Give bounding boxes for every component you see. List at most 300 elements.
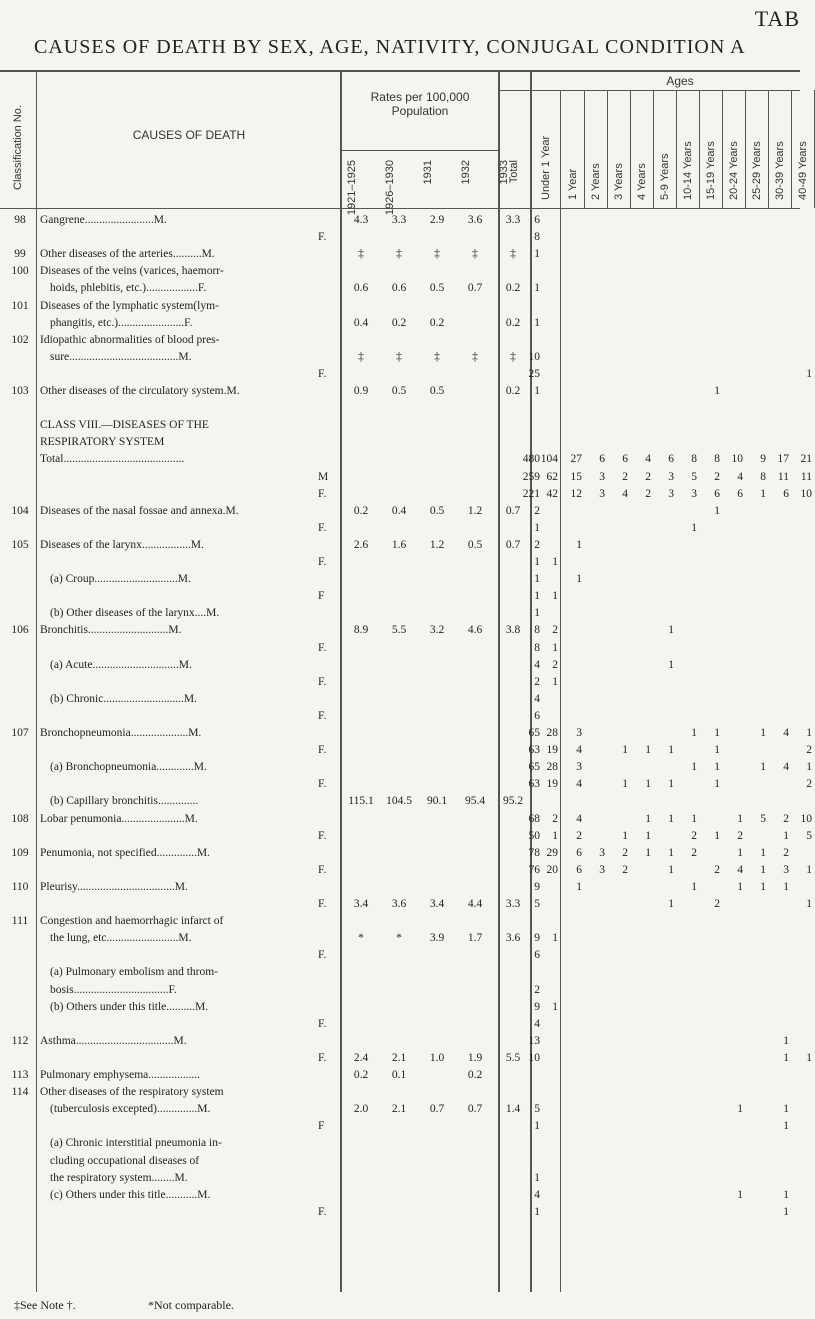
rate-value: ‡ [510, 350, 516, 363]
cause-label: (a) Bronchopneumonia.............M. [50, 761, 207, 774]
classification-number: 104 [11, 504, 29, 517]
table-row [0, 862, 812, 878]
age-count: 29 [546, 846, 558, 859]
total-value: 63 [528, 744, 540, 757]
total-value: 1 [534, 573, 540, 586]
age-count: 1 [552, 556, 558, 568]
table-row [0, 571, 800, 587]
cause-label: F. [318, 675, 327, 688]
table-number: TAB [754, 6, 800, 31]
age-count: 1 [760, 880, 766, 893]
age-count: 1 [806, 727, 812, 739]
age-count: 62 [546, 470, 558, 483]
age-count: 4 [737, 863, 743, 876]
age-count: 1 [737, 812, 743, 825]
classification-number: 98 [14, 214, 26, 226]
age-count: 1 [714, 761, 720, 774]
rate-value: 3.6 [467, 214, 483, 226]
rate-value: 0.2 [391, 316, 407, 329]
table-row [0, 1170, 800, 1186]
rate-year-header: 1933 [498, 160, 510, 185]
age-count: 6 [576, 846, 582, 859]
age-count: 1 [691, 880, 697, 893]
table-row [0, 315, 800, 331]
cause-label: Idiopathic abnormalities of blood pres- [40, 333, 220, 346]
age-count: 1 [668, 812, 674, 825]
age-count: 5 [806, 829, 812, 842]
cause-label: F. [318, 487, 327, 500]
age-count: 1 [806, 898, 812, 910]
age-count: 1 [668, 624, 674, 637]
age-count: 1 [552, 675, 558, 688]
age-col-divider [584, 90, 585, 208]
table-row [0, 811, 812, 827]
cause-label: (a) Pulmonary embolism and throm- [50, 966, 218, 979]
rate-value: ‡ [396, 350, 402, 363]
rate-value: 0.6 [353, 282, 369, 295]
table-row [0, 725, 812, 741]
age-count: 1 [622, 829, 628, 842]
age-count: 1 [645, 778, 651, 791]
age-count: 3 [691, 487, 697, 500]
table-row [0, 776, 812, 792]
age-count: 6 [622, 453, 628, 466]
age-header: 15-19 Years [705, 141, 717, 200]
total-value: 8 [534, 231, 540, 244]
age-count: 1 [783, 1051, 789, 1064]
table-row [0, 896, 812, 912]
total-value: 6 [534, 709, 540, 722]
classification-number: 111 [11, 915, 29, 928]
age-count: 1 [783, 1120, 789, 1133]
cause-label: Lobar penumonia......................M. [40, 812, 198, 825]
table-row [0, 229, 800, 245]
causes-header: CAUSES OF DEATH [132, 128, 246, 142]
table-row [0, 1118, 800, 1134]
age-count: 1 [552, 932, 558, 945]
age-count: 3 [599, 470, 605, 483]
age-count: 1 [806, 863, 812, 876]
cause-label: Pulmonary emphysema.................. [40, 1069, 201, 1081]
total-value: 1 [534, 316, 540, 329]
table-row [0, 400, 800, 416]
rate-value: * [358, 932, 364, 945]
table-row [0, 1084, 800, 1100]
age-count: 1 [760, 761, 766, 774]
table-row [0, 1135, 800, 1151]
age-count: 28 [546, 727, 558, 739]
age-count: 1 [760, 487, 766, 500]
age-count: 6 [737, 487, 743, 500]
rate-value: 0.5 [467, 538, 483, 551]
table-row [0, 1067, 800, 1083]
rate-value: 1.2 [467, 504, 483, 517]
age-count: 4 [576, 744, 582, 757]
age-header: 4 Years [636, 163, 648, 200]
age-count: 1 [668, 744, 674, 757]
table-row [0, 520, 800, 536]
rate-value: 2.0 [353, 1103, 369, 1116]
total-value: 9 [534, 880, 540, 893]
rate-value: 104.5 [386, 795, 412, 808]
age-count: 1 [576, 573, 582, 586]
classification-number: 108 [11, 812, 29, 825]
table-row [0, 657, 800, 673]
table-row [0, 554, 800, 570]
age-count: 3 [576, 761, 582, 774]
age-count: 1 [691, 812, 697, 825]
cause-label: hoids, phlebitis, etc.)..................F. [50, 282, 207, 295]
age-count: 1 [552, 590, 558, 603]
table-row [0, 1050, 812, 1066]
rate-value: 115.1 [348, 795, 374, 808]
table-row [0, 1153, 800, 1169]
rate-value: 0.2 [505, 385, 521, 397]
rate-value: ‡ [358, 350, 364, 363]
total-value: 9 [534, 932, 540, 945]
rate-value: 0.2 [467, 1069, 483, 1081]
rate-value: 0.7 [429, 1103, 445, 1116]
total-value: 6 [534, 949, 540, 962]
classification-number: 101 [11, 299, 29, 312]
total-value: 6 [534, 214, 540, 226]
cause-label: F. [318, 1205, 327, 1218]
total-value: 65 [528, 761, 540, 774]
table-row [0, 640, 800, 656]
age-count: 1 [691, 727, 697, 739]
cause-label: RESPIRATORY SYSTEM [40, 436, 165, 449]
age-header: 10-14 Years [682, 141, 694, 200]
cause-label: F. [318, 949, 327, 962]
age-count: 1 [668, 898, 674, 910]
rate-value: 0.5 [429, 282, 445, 295]
age-count: 4 [622, 487, 628, 500]
rate-year-header: 1931 [422, 160, 434, 185]
rate-value: 1.6 [391, 538, 407, 551]
rate-value: 3.2 [429, 624, 445, 637]
table-row [0, 503, 800, 519]
age-count: 2 [552, 812, 558, 825]
cause-label: M [318, 470, 329, 483]
classification-number: 107 [11, 727, 29, 739]
cause-label: (a) Acute..............................M. [50, 658, 192, 671]
cause-label: (b) Others under this title..........M. [50, 1000, 209, 1013]
rate-value: 1.7 [467, 932, 483, 945]
total-value: 1 [534, 607, 540, 620]
age-count: 2 [714, 470, 720, 483]
total-value: 480 [522, 453, 540, 466]
rate-value: 0.2 [505, 282, 521, 295]
age-count: 1 [714, 778, 720, 791]
table-row [0, 691, 800, 707]
age-count: 10 [800, 487, 812, 500]
classification-header: Classification No. [12, 105, 24, 190]
age-header: 25-29 Years [751, 141, 763, 200]
total-value: 65 [528, 727, 540, 739]
age-count: 3 [599, 863, 605, 876]
age-count: 2 [576, 829, 582, 842]
age-count: 1 [691, 521, 697, 534]
age-count: 3 [599, 846, 605, 859]
total-value: 5 [534, 898, 540, 910]
age-count: 1 [760, 863, 766, 876]
rate-value: ‡ [434, 248, 440, 261]
age-count: 1 [737, 880, 743, 893]
age-count: 10 [800, 812, 812, 825]
classification-number: 102 [11, 333, 29, 346]
table-row [0, 708, 800, 724]
rate-value: 0.7 [505, 504, 521, 517]
age-count: 3 [668, 470, 674, 483]
age-count: 2 [691, 846, 697, 859]
total-value: 2 [534, 983, 540, 996]
rate-value: ‡ [396, 248, 402, 261]
table-row [0, 298, 800, 314]
age-count: 2 [737, 829, 743, 842]
age-count: 2 [552, 624, 558, 637]
cause-label: Other diseases of the respiratory system [40, 1086, 224, 1099]
rate-value: 0.4 [391, 504, 407, 517]
total-value: 259 [522, 470, 540, 483]
cause-label: (b) Chronic............................M. [50, 692, 197, 705]
age-count: 2 [552, 658, 558, 671]
age-count: 1 [783, 880, 789, 893]
rate-value: 4.4 [467, 898, 483, 910]
age-count: 1 [737, 846, 743, 859]
rate-value: 0.5 [391, 385, 407, 397]
age-count: 104 [540, 453, 558, 466]
total-value: 8 [534, 641, 540, 654]
rate-value: 0.7 [505, 538, 521, 551]
total-value: 4 [534, 1188, 540, 1201]
age-count: 21 [800, 453, 812, 466]
age-count: 2 [622, 863, 628, 876]
cause-label: cluding occupational diseases of [50, 1154, 200, 1167]
age-count: 15 [570, 470, 582, 483]
rate-value: 1.2 [429, 538, 445, 551]
table-row [0, 793, 800, 809]
table-row [0, 947, 800, 963]
age-count: 1 [645, 829, 651, 842]
age-count: 4 [576, 778, 582, 791]
table-row [0, 1101, 800, 1117]
total-value: 1 [534, 521, 540, 534]
age-count: 1 [576, 880, 582, 893]
age-count: 3 [576, 727, 582, 739]
age-count: 2 [783, 846, 789, 859]
cause-label: F [318, 1120, 325, 1133]
cause-label: F. [318, 898, 327, 910]
footnote-double-dagger: ‡See Note †. [14, 1298, 76, 1312]
cause-label: F [318, 590, 325, 603]
rate-value: 3.6 [391, 898, 407, 910]
age-col-divider [676, 90, 677, 208]
cause-label: F. [318, 863, 327, 876]
rate-value: 1.9 [467, 1051, 483, 1064]
age-col-divider [630, 90, 631, 208]
cause-label: Other diseases of the arteries..........M. [40, 248, 215, 261]
total-value: 4 [534, 1017, 540, 1030]
cause-label: (b) Other diseases of the larynx....M. [50, 607, 220, 620]
age-count: 19 [546, 778, 558, 791]
header-bottom-rule [0, 208, 800, 209]
rate-value: 8.9 [353, 624, 369, 637]
cause-label: CLASS VIII.—DISEASES OF THE [40, 419, 209, 432]
age-count: 1 [737, 1188, 743, 1201]
table-row [0, 451, 812, 467]
total-value: 2 [534, 538, 540, 551]
age-count: 1 [806, 1051, 812, 1064]
age-count: 2 [714, 898, 720, 910]
rate-year-header: 1921–1925 [346, 160, 358, 216]
table-row [0, 1033, 800, 1049]
rate-value: ‡ [510, 248, 516, 261]
cause-label: F. [318, 367, 327, 380]
age-count: 42 [546, 487, 558, 500]
total-value: 78 [528, 846, 540, 859]
age-count: 17 [777, 453, 789, 466]
rate-value: 2.1 [391, 1051, 407, 1064]
age-count: 4 [645, 453, 651, 466]
total-value: 8 [534, 624, 540, 637]
cause-label: Pleurisy..................................M. [40, 880, 188, 893]
age-count: 1 [737, 1103, 743, 1116]
age-col-divider [791, 90, 792, 208]
age-count: 2 [806, 744, 812, 757]
age-count: 6 [714, 487, 720, 500]
cause-label: Congestion and haemorrhagic infarct of [40, 915, 224, 928]
age-count: 3 [783, 863, 789, 876]
cause-label: Diseases of the lymphatic system(lym- [40, 299, 219, 312]
rate-value: 4.6 [467, 624, 483, 637]
age-count: 8 [714, 453, 720, 466]
cause-label: Diseases of the larynx.................M. [40, 538, 204, 551]
classification-number: 105 [11, 538, 29, 551]
rate-value: 90.1 [426, 795, 448, 808]
table-row [0, 434, 800, 450]
age-header: 30-39 Years [774, 141, 786, 200]
rate-value: 0.7 [467, 282, 483, 295]
age-col-divider [768, 90, 769, 208]
age-col-divider [653, 90, 654, 208]
age-count: 1 [806, 367, 812, 380]
total-value: 25 [528, 367, 540, 380]
rate-value: 95.4 [464, 795, 486, 808]
age-count: 2 [622, 846, 628, 859]
age-count: 1 [622, 744, 628, 757]
rate-value: 3.3 [505, 898, 521, 910]
age-count: 10 [731, 453, 743, 466]
total-value: 63 [528, 778, 540, 791]
rate-value: 3.3 [505, 214, 521, 226]
age-count: 8 [760, 470, 766, 483]
age-count: 27 [570, 453, 582, 466]
cause-label: Bronchitis............................M. [40, 624, 182, 637]
cause-label: Other diseases of the circulatory system.M. [40, 385, 240, 397]
age-count: 4 [783, 727, 789, 739]
total-value: 68 [528, 812, 540, 825]
age-count: 1 [714, 744, 720, 757]
rate-value: 3.9 [429, 932, 445, 945]
rate-value: 0.5 [429, 504, 445, 517]
rate-value: 0.7 [467, 1103, 483, 1116]
age-count: 5 [691, 470, 697, 483]
age-count: 2 [714, 863, 720, 876]
cause-label: Asthma..................................M. [40, 1034, 187, 1047]
table-row [0, 605, 800, 621]
cause-label: bosis.................................F. [50, 983, 177, 996]
table-row [0, 1016, 800, 1032]
table-row [0, 845, 800, 861]
table-row [0, 828, 812, 844]
total-value: 221 [522, 487, 540, 500]
rates-header: Rates per 100,000 Population [370, 90, 470, 118]
rate-value: 3.6 [505, 932, 521, 945]
classification-number: 103 [11, 385, 29, 397]
total-value: 2 [534, 675, 540, 688]
age-header: 2 Years [590, 163, 602, 200]
total-value: 76 [528, 863, 540, 876]
classification-number: 113 [11, 1069, 29, 1081]
age-count: 1 [645, 812, 651, 825]
rate-value: 0.1 [391, 1069, 407, 1081]
age-count: 11 [777, 470, 789, 483]
rate-value: 2.1 [391, 1103, 407, 1116]
cause-label: F. [318, 744, 327, 757]
total-value: 1 [534, 1205, 540, 1218]
rate-value: ‡ [472, 350, 478, 363]
age-count: 6 [576, 863, 582, 876]
total-value: 1 [534, 248, 540, 261]
age-count: 19 [546, 744, 558, 757]
age-count: 1 [668, 863, 674, 876]
cause-label: Bronchopneumonia....................M. [40, 727, 202, 739]
age-count: 4 [783, 761, 789, 774]
age-col-divider [699, 90, 700, 208]
age-count: 1 [783, 1188, 789, 1201]
cause-label: (tuberculosis excepted)..............M. [50, 1103, 211, 1116]
table-row [0, 1187, 800, 1203]
table-row [0, 383, 800, 399]
cause-label: F. [318, 556, 327, 568]
total-value: 1 [534, 1120, 540, 1133]
cause-label: F. [318, 709, 327, 722]
age-count: 20 [546, 863, 558, 876]
table-row [0, 674, 800, 690]
rate-value: 5.5 [505, 1051, 521, 1064]
rate-value: 3.8 [505, 624, 521, 637]
age-count: 1 [783, 1205, 789, 1218]
age-count: 11 [800, 470, 812, 483]
total-value: 13 [528, 1034, 540, 1047]
total-value: 10 [528, 350, 540, 363]
age-count: 28 [546, 761, 558, 774]
footnote-not-comparable: *Not comparable. [148, 1298, 234, 1312]
age-count: 2 [691, 829, 697, 842]
table-row [0, 212, 800, 228]
cause-label: sure......................................M. [50, 350, 192, 363]
age-count: 1 [691, 761, 697, 774]
rate-value: 3.4 [353, 898, 369, 910]
classification-number: 110 [11, 880, 29, 893]
age-header: 1 Year [567, 168, 579, 200]
total-value: 9 [534, 1000, 540, 1013]
rate-value: 2.4 [353, 1051, 369, 1064]
rate-value: 3.4 [429, 898, 445, 910]
cause-label: F. [318, 829, 327, 842]
rate-value: 2.9 [429, 214, 445, 226]
cause-label: Total.......................................... [40, 453, 185, 466]
